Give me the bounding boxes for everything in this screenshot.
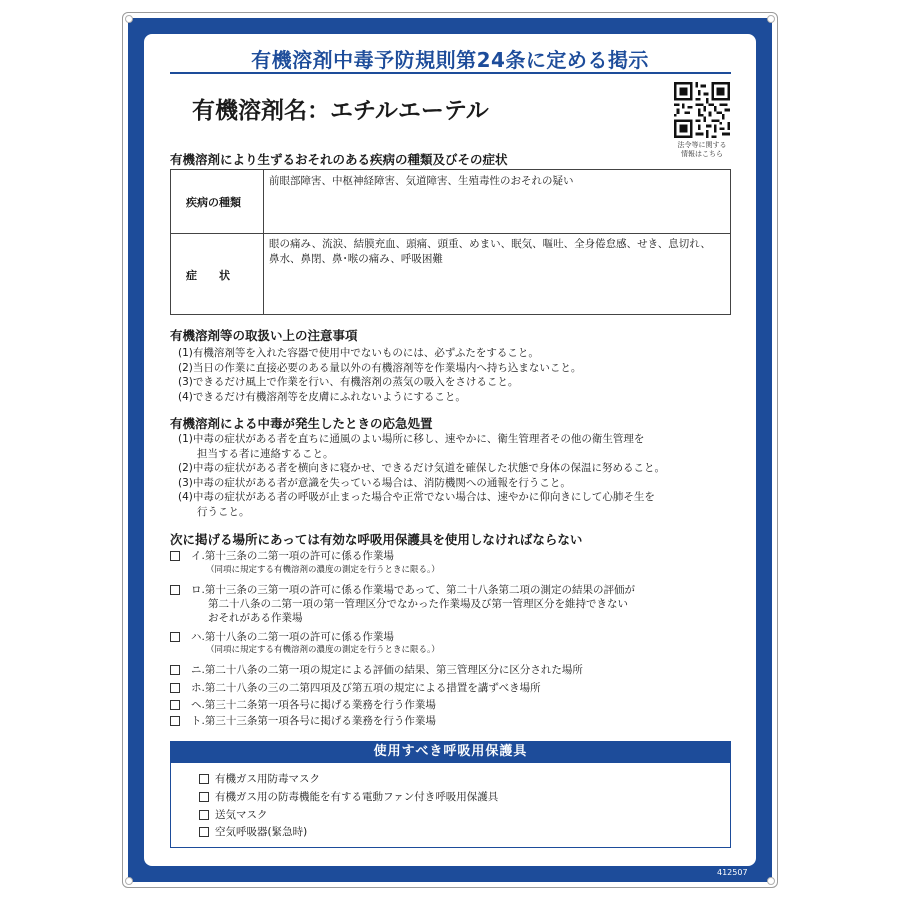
table-cell-line: 鼻水、鼻閉、鼻･喉の痛み、呼吸困難 <box>269 253 443 265</box>
list-item <box>178 432 665 461</box>
qr-caption <box>668 141 736 159</box>
place-checkbox-ni[interactable] <box>170 665 180 675</box>
place-note-i: （同項に規定する有機溶剤の濃度の測定を行うときに限る。） <box>206 565 440 575</box>
place-item-ho: ホ.第二十八条の三の二第四項及び第五項の規定による措置を講ずべき場所 <box>191 682 541 694</box>
product-code: 412507 <box>717 868 748 877</box>
mounting-hole-bottom-left <box>125 877 133 885</box>
place-item-ha: ハ.第十八条の二第一項の許可に係る作業場 <box>191 631 394 643</box>
place-item-ni: ニ.第二十八条の二第一項の規定による評価の結果、第三管理区分に区分された場所 <box>191 664 583 676</box>
ppe-checkbox[interactable] <box>199 827 209 837</box>
place-checkbox-ro[interactable] <box>170 585 180 595</box>
table-divider <box>170 233 731 234</box>
mounting-hole-top-right <box>767 15 775 23</box>
ppe-checkbox[interactable] <box>199 774 209 784</box>
ppe-item: 有機ガス用防毒マスク <box>215 773 320 785</box>
mounting-hole-top-left <box>125 15 133 23</box>
list-item-line: 行うこと。 <box>197 505 250 518</box>
emergency-list <box>178 432 665 519</box>
mounting-hole-bottom-right <box>767 877 775 885</box>
table-divider <box>263 169 264 315</box>
place-item-ro-line: おそれがある作業場 <box>208 612 303 624</box>
handling-list <box>178 346 581 405</box>
place-checkbox-he[interactable] <box>170 700 180 710</box>
title-underline <box>170 72 731 74</box>
place-checkbox-i[interactable] <box>170 551 180 561</box>
list-item <box>178 461 665 476</box>
ppe-checkbox[interactable] <box>199 810 209 820</box>
list-item: (1)有機溶剤等を入れた容器で使用中でないものには、必ずふたをすること。 <box>178 347 539 359</box>
place-checkbox-to[interactable] <box>170 716 180 726</box>
list-item-line: 担当する者に連絡すること。 <box>197 447 334 460</box>
qr-caption-line: 法令等に関する <box>677 141 727 149</box>
list-item-line: (4)中毒の症状がある者の呼吸が止まった場合や正常でない場合は、速やかに仰向きにして心肺そ生を <box>178 491 655 503</box>
handling-section-heading: 有機溶剤等の取扱い上の注意事項 <box>170 328 358 343</box>
disease-section-heading: 有機溶剤により生ずるおそれのある疾病の種類及びその症状 <box>170 152 508 167</box>
symptoms-value <box>269 237 711 267</box>
ppe-item: 有機ガス用の防毒機能を有する電動ファン付き呼吸用保護具 <box>215 791 499 803</box>
symptoms-label: 症 状 <box>186 269 230 282</box>
ppe-section-heading: 使用すべき呼吸用保護具 <box>170 741 731 763</box>
place-item-to: ト.第三十三条第一項各号に掲げる業務を行う作業場 <box>191 715 436 727</box>
list-item-line: (1)中毒の症状がある者を直ちに通風のよい場所に移し、速やかに、衛生管理者その他の衛生管理を <box>178 433 645 445</box>
qr-caption-line: 情報はこちら <box>681 150 723 158</box>
list-item: (2)当日の作業に直接必要のある量以外の有機溶剤等を作業場内へ持ち込まないこと。 <box>178 361 582 374</box>
list-item <box>178 490 665 519</box>
ppe-checkbox[interactable] <box>199 792 209 802</box>
place-note-ha: （同項に規定する有機溶剤の濃度の測定を行うときに限る。） <box>206 645 440 655</box>
list-item-line: (3)中毒の症状がある者が意識を失っている場合は、消防機関への通報を行うこと。 <box>178 476 571 489</box>
places-section-heading: 次に掲げる場所にあっては有効な呼吸用保護具を使用しなければならない <box>170 532 583 547</box>
place-checkbox-ho[interactable] <box>170 683 180 693</box>
table-cell-line: 前眼部障害、中枢神経障害、気道障害、生殖毒性のおそれの疑い <box>269 175 574 187</box>
list-item <box>178 476 665 491</box>
list-item: (3)できるだけ風上で作業を行い、有機溶剤の蒸気の吸入をさけること。 <box>178 376 519 389</box>
disease-type-value <box>269 174 574 189</box>
disease-type-label: 疾病の種類 <box>186 196 241 209</box>
place-item-i: イ.第十三条の二第一項の許可に係る作業場 <box>191 550 394 562</box>
place-checkbox-ha[interactable] <box>170 632 180 642</box>
substance-name: 有機溶剤名：エチルエーテル <box>192 98 489 124</box>
ppe-item: 送気マスク <box>215 809 268 821</box>
place-item-ro: ロ.第十三条の三第一項の許可に係る作業場であって、第二十八条第二項の測定の結果の評価が <box>191 584 636 596</box>
table-cell-line: 眼の痛み、流涙、結膜充血、頭痛、頭重、めまい、眠気、嘔吐、全身倦怠感、せき、息切れ、 <box>269 238 711 250</box>
emergency-section-heading: 有機溶剤による中毒が発生したときの応急処置 <box>170 416 433 431</box>
place-item-he: ヘ.第三十二条第一項各号に掲げる業務を行う作業場 <box>191 699 436 711</box>
place-item-ro-line: 第二十八条の二第一項の第一管理区分でなかった作業場及び第一管理区分を維持できない <box>208 598 628 610</box>
qr-code-icon[interactable] <box>674 82 730 138</box>
sign-title: 有機溶剤中毒予防規則第24条に定める掲示 <box>251 48 649 72</box>
list-item-line: (2)中毒の症状がある者を横向きに寝かせ、できるだけ気道を確保した状態で身体の保温に努めること。 <box>178 462 666 474</box>
list-item: (4)できるだけ有機溶剤等を皮膚にふれないようにすること。 <box>178 391 466 404</box>
ppe-item: 空気呼吸器(緊急時) <box>215 826 308 838</box>
